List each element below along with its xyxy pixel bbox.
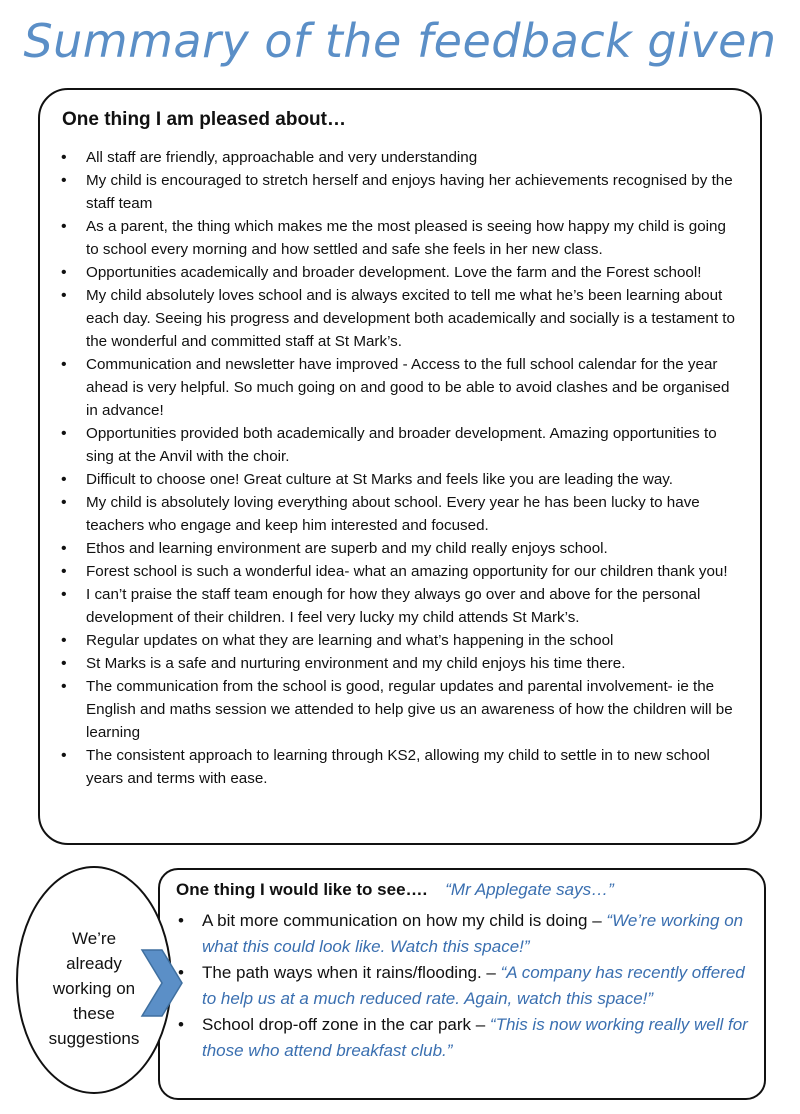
list-item: • My child is absolutely loving everything about school. Every year he has been lucky to have teachers who engage and keep him interested and focused. xyxy=(60,491,740,537)
suggestion-reply: “A company has recently offered to help us at a much reduced rate. Again, watch this space!” xyxy=(202,963,745,1008)
list-item: • Forest school is such a wonderful idea- what an amazing opportunity for our children thank you! xyxy=(60,560,740,583)
pleased-about-box xyxy=(38,88,762,845)
pleased-list xyxy=(60,146,740,790)
like-to-see-heading xyxy=(176,880,614,900)
bubble-line: these xyxy=(73,1004,115,1023)
like-to-see-label: One thing I would like to see…. xyxy=(176,880,428,899)
list-item xyxy=(174,960,754,1012)
list-item: • As a parent, the thing which makes me the most pleased is seeing how happy my child is going to school every morning and how settled and safe she feels in her new class. xyxy=(60,215,740,261)
bubble-line: working on xyxy=(52,979,136,998)
suggestion-text: School drop-off zone in the car park – xyxy=(202,1015,490,1034)
list-item: • Ethos and learning environment are superb and my child really enjoys school. xyxy=(60,537,740,560)
list-item: • Regular updates on what they are learning and what’s happening in the school xyxy=(60,629,740,652)
list-item xyxy=(174,908,754,960)
list-item: • Opportunities academically and broader development. Love the farm and the Forest school! xyxy=(60,261,740,284)
list-item: • I can’t praise the staff team enough for how they always go over and above for the personal development of their children. I feel very lucky my child attends St Mark’s. xyxy=(60,583,740,629)
like-to-see-box xyxy=(158,868,766,1100)
list-item: • My child is encouraged to stretch herself and enjoys having her achievements recognised by the staff team xyxy=(60,169,740,215)
bubble-line: suggestions xyxy=(48,1029,140,1048)
suggestion-reply: “We’re working on what this could look like. Watch this space!” xyxy=(202,911,744,956)
list-item: • The consistent approach to learning through KS2, allowing my child to settle in to new school years and terms with ease. xyxy=(60,744,740,790)
list-item: • Communication and newsletter have improved - Access to the full school calendar for the year ahead is very helpful. So much going on and good to be able to avoid clashes and be organised in advance! xyxy=(60,353,740,422)
list-item: • My child absolutely loves school and is always excited to tell me what he’s been learning about each day. Seeing his progress and development both academically and socially is a testament to the wonderful and committed staff at St Mark’s. xyxy=(60,284,740,353)
page-title: Summary of the feedback given xyxy=(23,14,777,68)
pleased-heading: One thing I am pleased about… xyxy=(62,109,346,130)
list-item: • All staff are friendly, approachable and very understanding xyxy=(60,146,740,169)
like-to-see-list xyxy=(174,908,754,1064)
chevron-right-icon xyxy=(140,948,184,1018)
list-item xyxy=(174,1012,754,1064)
list-item: • Difficult to choose one! Great culture at St Marks and feels like you are leading the way. xyxy=(60,468,740,491)
suggestion-text: The path ways when it rains/flooding. – xyxy=(202,963,501,982)
bubble-line: We’re xyxy=(71,929,117,948)
applegate-quote: “Mr Applegate says…” xyxy=(445,880,614,899)
suggestion-text: A bit more communication on how my child is doing – xyxy=(202,911,607,930)
list-item: • Opportunities provided both academically and broader development. Amazing opportunities to sing at the Anvil with the choir. xyxy=(60,422,740,468)
bubble-line: already xyxy=(66,954,122,973)
list-item: • St Marks is a safe and nurturing environment and my child enjoys his time there. xyxy=(60,652,740,675)
list-item: • The communication from the school is good, regular updates and parental involvement- ie the English and maths session we attended to help give us an awareness of how the children will be learning xyxy=(60,675,740,744)
suggestion-reply: “This is now working really well for those who attend breakfast club.” xyxy=(202,1015,748,1060)
